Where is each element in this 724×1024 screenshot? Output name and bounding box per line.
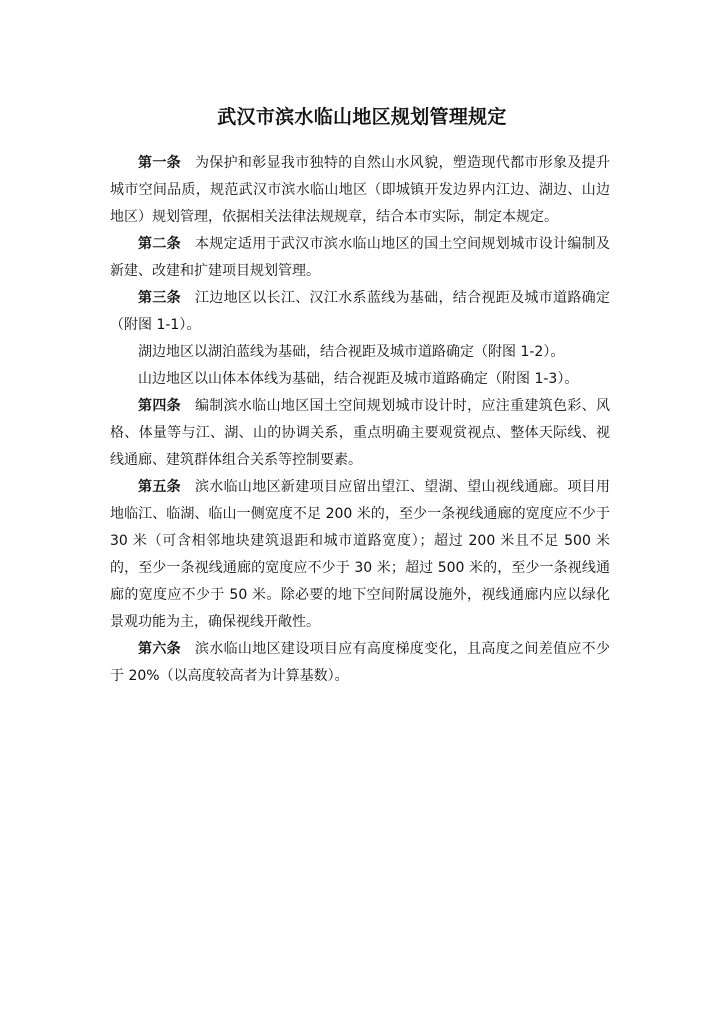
article-text: 为保护和彰显我市独特的自然山水风貌，塑造现代都市形象及提升城市空间品质，规范武汉市滨水临山地区（即城镇开发边界内江边、湖边、山边地区）规划管理，依据相关法律法规规章，结合本市实际，制定本规定。 <box>110 155 610 225</box>
article-label: 第六条 <box>138 641 181 657</box>
article-3 <box>110 285 610 339</box>
article-text: 本规定适用于武汉市滨水临山地区的国土空间规划城市设计编制及新建、改建和扩建项目规划管理。 <box>110 236 610 279</box>
article-5 <box>110 474 610 636</box>
article-text: 山边地区以山体本体线为基础，结合视距及城市道路确定（附图 1-3）。 <box>138 371 579 387</box>
article-text: 江边地区以长江、汉江水系蓝线为基础，结合视距及城市道路确定（附图 1-1）。 <box>110 290 610 333</box>
document-body <box>110 150 610 690</box>
article-label: 第三条 <box>138 290 181 306</box>
article-text: 滨水临山地区新建项目应留出望江、望湖、望山视线通廊。项目用地临江、临湖、临山一侧宽度不足 200 米的，至少一条视线通廊的宽度应不少于 30 米（可含相邻地块建筑退距和城市道路宽度）；超过 200 米且不足 500 米的，至少一条视线通廊的宽度应不少于 30 米；超过 500 米的，至少一条视线通廊的宽度应不少于 50 米。除必要的地下空间附属设施外，视线通廊内应以绿化景观功能为主，确保视线开敞性。 <box>110 479 610 630</box>
article-3-mountain-clause <box>110 366 610 393</box>
article-text: 湖边地区以湖泊蓝线为基础，结合视距及城市道路确定（附图 1-2）。 <box>138 344 565 360</box>
article-text: 编制滨水临山地区国土空间规划城市设计时，应注重建筑色彩、风格、体量等与江、湖、山的协调关系，重点明确主要观赏视点、整体天际线、视线通廊、建筑群体组合关系等控制要素。 <box>110 398 610 468</box>
article-label: 第四条 <box>138 398 181 414</box>
article-6 <box>110 636 610 690</box>
article-2 <box>110 231 610 285</box>
article-text: 滨水临山地区建设项目应有高度梯度变化，且高度之间差值应不少于 20%（以高度较高者为计算基数）。 <box>110 641 610 684</box>
article-4 <box>110 393 610 474</box>
article-label: 第二条 <box>138 236 181 252</box>
document-title: 武汉市滨水临山地区规划管理规定 <box>217 106 507 128</box>
article-label: 第一条 <box>138 155 181 171</box>
article-3-lake-clause <box>110 339 610 366</box>
article-1 <box>110 150 610 231</box>
article-label: 第五条 <box>138 479 181 495</box>
